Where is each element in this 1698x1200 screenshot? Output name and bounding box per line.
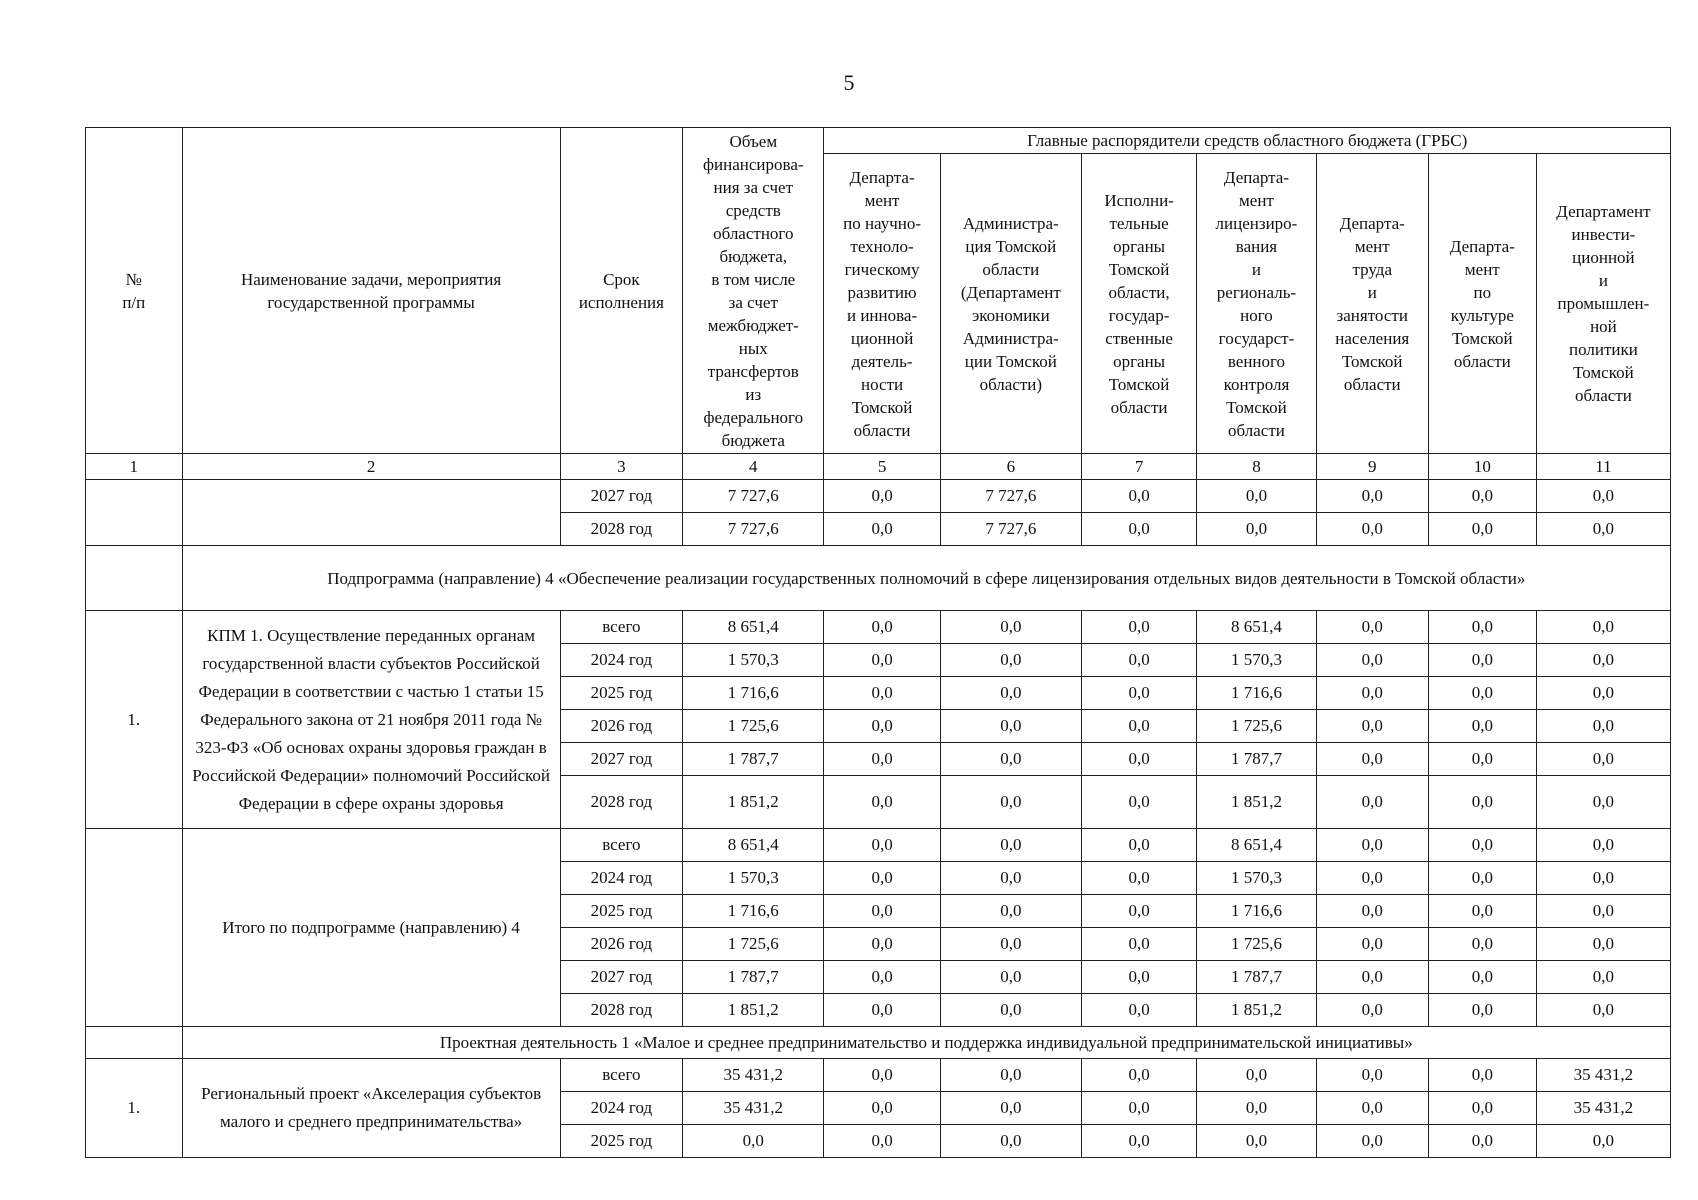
value-cell: 0,0: [940, 928, 1081, 961]
value-cell: 7 727,6: [683, 513, 824, 546]
value-cell: 0,0: [1081, 862, 1196, 895]
value-cell: 0,0: [1081, 961, 1196, 994]
value-cell: 0,0: [1428, 644, 1536, 677]
value-cell: 1 570,3: [1197, 862, 1316, 895]
value-cell: 0,0: [1316, 513, 1428, 546]
page-number: 5: [843, 70, 855, 95]
column-number: 3: [560, 454, 683, 480]
column-number: 9: [1316, 454, 1428, 480]
value-cell: 0,0: [1428, 895, 1536, 928]
value-cell: 1 716,6: [683, 895, 824, 928]
total-name: Итого по подпрограмме (направлению) 4: [182, 829, 560, 1027]
value-cell: 0,0: [1316, 743, 1428, 776]
value-cell: 1 725,6: [1197, 710, 1316, 743]
value-cell: 0,0: [1081, 611, 1196, 644]
value-cell: 0,0: [1316, 677, 1428, 710]
value-cell: 35 431,2: [1536, 1059, 1670, 1092]
header-grbs-col: Департа- мент по научно- техноло- гическому развитию и иннова- ционной деятель- ности Томской области: [824, 154, 940, 454]
term-cell: 2027 год: [560, 961, 683, 994]
value-cell: 0,0: [940, 710, 1081, 743]
column-number: 11: [1536, 454, 1670, 480]
value-cell: 0,0: [1197, 513, 1316, 546]
value-cell: 0,0: [1081, 1092, 1196, 1125]
value-cell: 0,0: [1316, 776, 1428, 829]
column-number: 10: [1428, 454, 1536, 480]
value-cell: 0,0: [824, 480, 940, 513]
term-cell: 2027 год: [560, 480, 683, 513]
value-cell: 0,0: [1428, 1125, 1536, 1158]
value-cell: 1 725,6: [683, 928, 824, 961]
value-cell: 0,0: [1316, 1092, 1428, 1125]
header-grbs-col: Администра- ция Томской области (Департамент экономики Администра- ции Томской области): [940, 154, 1081, 454]
value-cell: 0,0: [1316, 928, 1428, 961]
header-name: Наименование задачи, мероприятия государственной программы: [182, 128, 560, 454]
value-cell: 1 725,6: [683, 710, 824, 743]
section-row: [86, 546, 1671, 611]
value-cell: 0,0: [1428, 743, 1536, 776]
value-cell: 0,0: [1428, 862, 1536, 895]
value-cell: 0,0: [1428, 677, 1536, 710]
term-cell: 2028 год: [560, 776, 683, 829]
value-cell: 0,0: [824, 1059, 940, 1092]
value-cell: 1 787,7: [683, 961, 824, 994]
value-cell: 0,0: [1536, 710, 1670, 743]
term-cell: 2026 год: [560, 710, 683, 743]
value-cell: 1 570,3: [683, 862, 824, 895]
value-cell: 0,0: [1081, 743, 1196, 776]
value-cell: 0,0: [1316, 1125, 1428, 1158]
value-cell: 0,0: [824, 743, 940, 776]
table-row: [86, 611, 1671, 644]
value-cell: 0,0: [824, 961, 940, 994]
value-cell: 0,0: [1081, 829, 1196, 862]
value-cell: 0,0: [940, 1125, 1081, 1158]
header-grbs-title: Главные распорядители средств областного бюджета (ГРБС): [824, 128, 1671, 154]
value-cell: 0,0: [1428, 961, 1536, 994]
term-cell: 2028 год: [560, 994, 683, 1027]
value-cell: 0,0: [1536, 644, 1670, 677]
value-cell: 0,0: [940, 895, 1081, 928]
value-cell: 0,0: [1536, 1125, 1670, 1158]
value-cell: 0,0: [1536, 961, 1670, 994]
value-cell: 1 716,6: [1197, 895, 1316, 928]
term-cell: всего: [560, 829, 683, 862]
column-number: 5: [824, 454, 940, 480]
value-cell: 0,0: [1081, 644, 1196, 677]
table-row: [86, 480, 1671, 513]
value-cell: 1 787,7: [1197, 961, 1316, 994]
column-number: 8: [1197, 454, 1316, 480]
empty-cell: [86, 829, 183, 1027]
value-cell: 0,0: [940, 994, 1081, 1027]
value-cell: 0,0: [1197, 1125, 1316, 1158]
value-cell: 0,0: [1081, 776, 1196, 829]
value-cell: 0,0: [824, 677, 940, 710]
value-cell: 0,0: [1428, 611, 1536, 644]
value-cell: 0,0: [824, 611, 940, 644]
value-cell: 0,0: [824, 994, 940, 1027]
value-cell: 7 727,6: [940, 480, 1081, 513]
section-row: [86, 1027, 1671, 1059]
column-number: 1: [86, 454, 183, 480]
term-cell: 2025 год: [560, 1125, 683, 1158]
value-cell: 35 431,2: [683, 1092, 824, 1125]
project-name: Региональный проект «Акселерация субъектов малого и среднего предпринимательства»: [182, 1059, 560, 1158]
value-cell: 0,0: [1428, 776, 1536, 829]
value-cell: 0,0: [1197, 1059, 1316, 1092]
table-row: [86, 829, 1671, 862]
value-cell: 0,0: [1081, 994, 1196, 1027]
value-cell: 0,0: [1197, 480, 1316, 513]
value-cell: 1 570,3: [1197, 644, 1316, 677]
value-cell: 0,0: [1081, 1125, 1196, 1158]
value-cell: 0,0: [1536, 480, 1670, 513]
row-number: 1.: [86, 611, 183, 829]
value-cell: 0,0: [824, 513, 940, 546]
value-cell: 0,0: [1081, 928, 1196, 961]
value-cell: 0,0: [940, 1059, 1081, 1092]
value-cell: 8 651,4: [1197, 611, 1316, 644]
value-cell: 7 727,6: [940, 513, 1081, 546]
value-cell: 0,0: [1536, 743, 1670, 776]
value-cell: 0,0: [1536, 776, 1670, 829]
value-cell: 0,0: [824, 644, 940, 677]
column-number: 7: [1081, 454, 1196, 480]
value-cell: 1 851,2: [683, 776, 824, 829]
term-cell: 2024 год: [560, 1092, 683, 1125]
value-cell: 0,0: [940, 829, 1081, 862]
header-term: Срок исполнения: [560, 128, 683, 454]
value-cell: 0,0: [940, 961, 1081, 994]
value-cell: 8 651,4: [683, 611, 824, 644]
value-cell: 0,0: [1081, 710, 1196, 743]
value-cell: 0,0: [1316, 829, 1428, 862]
value-cell: 0,0: [824, 1092, 940, 1125]
value-cell: 0,0: [1197, 1092, 1316, 1125]
empty-cell: [182, 480, 560, 546]
value-cell: 0,0: [1081, 677, 1196, 710]
empty-cell: [86, 546, 183, 611]
term-cell: 2025 год: [560, 895, 683, 928]
project-title: Проектная деятельность 1 «Малое и среднее предпринимательство и поддержка индивидуальной предпринимательской инициативы»: [182, 1027, 1670, 1059]
value-cell: 0,0: [824, 862, 940, 895]
empty-cell: [86, 1027, 183, 1059]
value-cell: 0,0: [1428, 1092, 1536, 1125]
financing-table: [85, 127, 1671, 1158]
term-cell: 2027 год: [560, 743, 683, 776]
value-cell: 0,0: [940, 862, 1081, 895]
value-cell: 35 431,2: [683, 1059, 824, 1092]
value-cell: 0,0: [824, 710, 940, 743]
value-cell: 0,0: [824, 928, 940, 961]
value-cell: 0,0: [1316, 961, 1428, 994]
value-cell: 0,0: [940, 743, 1081, 776]
term-cell: всего: [560, 1059, 683, 1092]
value-cell: 0,0: [940, 677, 1081, 710]
value-cell: 0,0: [1081, 513, 1196, 546]
value-cell: 0,0: [1428, 829, 1536, 862]
value-cell: 0,0: [1428, 994, 1536, 1027]
column-number: 2: [182, 454, 560, 480]
header-grbs-col: Исполни- тельные органы Томской области, государ- ственные органы Томской области: [1081, 154, 1196, 454]
term-cell: всего: [560, 611, 683, 644]
column-number: 6: [940, 454, 1081, 480]
value-cell: 0,0: [1316, 644, 1428, 677]
value-cell: 0,0: [1536, 994, 1670, 1027]
header-grbs-col: Департа- мент труда и занятости населения Томской области: [1316, 154, 1428, 454]
value-cell: 0,0: [1428, 513, 1536, 546]
value-cell: 8 651,4: [683, 829, 824, 862]
activity-name: КПМ 1. Осуществление переданных органам государственной власти субъектов Российской Федерации в соответствии с частью 1 статьи 15 Федерального закона от 21 ноября 2011 года № 323-ФЗ «Об основах охраны здоровья граждан в Российской Федерации» полномочий Российской Федерации в сфере охраны здоровья: [182, 611, 560, 829]
value-cell: 0,0: [1081, 480, 1196, 513]
value-cell: 8 651,4: [1197, 829, 1316, 862]
value-cell: 1 851,2: [1197, 776, 1316, 829]
value-cell: 0,0: [1316, 1059, 1428, 1092]
value-cell: 0,0: [824, 776, 940, 829]
value-cell: 0,0: [1428, 928, 1536, 961]
header-num: № п/п: [86, 128, 183, 454]
value-cell: 0,0: [824, 829, 940, 862]
value-cell: 1 787,7: [1197, 743, 1316, 776]
value-cell: 1 716,6: [1197, 677, 1316, 710]
header-grbs-col: Департамент инвести- ционной и промышлен- ной политики Томской области: [1536, 154, 1670, 454]
subprogram-title: Подпрограмма (направление) 4 «Обеспечение реализации государственных полномочий в сфере лицензирования отдельных видов деятельности в Томской области»: [182, 546, 1670, 611]
value-cell: 0,0: [940, 1092, 1081, 1125]
table-row: [86, 1059, 1671, 1092]
value-cell: 0,0: [1536, 611, 1670, 644]
term-cell: 2026 год: [560, 928, 683, 961]
value-cell: 7 727,6: [683, 480, 824, 513]
value-cell: 0,0: [824, 895, 940, 928]
value-cell: 1 787,7: [683, 743, 824, 776]
header-grbs-col: Департа- мент по культуре Томской области: [1428, 154, 1536, 454]
value-cell: 0,0: [1081, 1059, 1196, 1092]
value-cell: 0,0: [940, 776, 1081, 829]
value-cell: 1 570,3: [683, 644, 824, 677]
term-cell: 2024 год: [560, 644, 683, 677]
value-cell: 0,0: [1536, 829, 1670, 862]
column-number: 4: [683, 454, 824, 480]
value-cell: 1 851,2: [1197, 994, 1316, 1027]
value-cell: 0,0: [1081, 895, 1196, 928]
value-cell: 0,0: [1428, 710, 1536, 743]
value-cell: 0,0: [824, 1125, 940, 1158]
value-cell: 1 716,6: [683, 677, 824, 710]
header-grbs-col: Департа- мент лицензиро- вания и региональ- ного государст- венного контроля Томской области: [1197, 154, 1316, 454]
value-cell: 0,0: [683, 1125, 824, 1158]
value-cell: 0,0: [1316, 480, 1428, 513]
value-cell: 0,0: [1536, 928, 1670, 961]
value-cell: 0,0: [1316, 862, 1428, 895]
row-number: 1.: [86, 1059, 183, 1158]
term-cell: 2025 год: [560, 677, 683, 710]
value-cell: 35 431,2: [1536, 1092, 1670, 1125]
value-cell: 0,0: [1536, 895, 1670, 928]
value-cell: 0,0: [1428, 1059, 1536, 1092]
value-cell: 0,0: [1316, 611, 1428, 644]
term-cell: 2028 год: [560, 513, 683, 546]
value-cell: 0,0: [940, 611, 1081, 644]
value-cell: 0,0: [940, 644, 1081, 677]
header-volume: Объем финансирова- ния за счет средств областного бюджета, в том числе за счет межбюджет- ных трансфертов из федерального бюджета: [683, 128, 824, 454]
value-cell: 0,0: [1536, 677, 1670, 710]
term-cell: 2024 год: [560, 862, 683, 895]
empty-cell: [86, 480, 183, 546]
value-cell: 0,0: [1316, 994, 1428, 1027]
value-cell: 0,0: [1316, 895, 1428, 928]
value-cell: 1 725,6: [1197, 928, 1316, 961]
value-cell: 0,0: [1316, 710, 1428, 743]
value-cell: 0,0: [1428, 480, 1536, 513]
value-cell: 0,0: [1536, 862, 1670, 895]
value-cell: 1 851,2: [683, 994, 824, 1027]
value-cell: 0,0: [1536, 513, 1670, 546]
